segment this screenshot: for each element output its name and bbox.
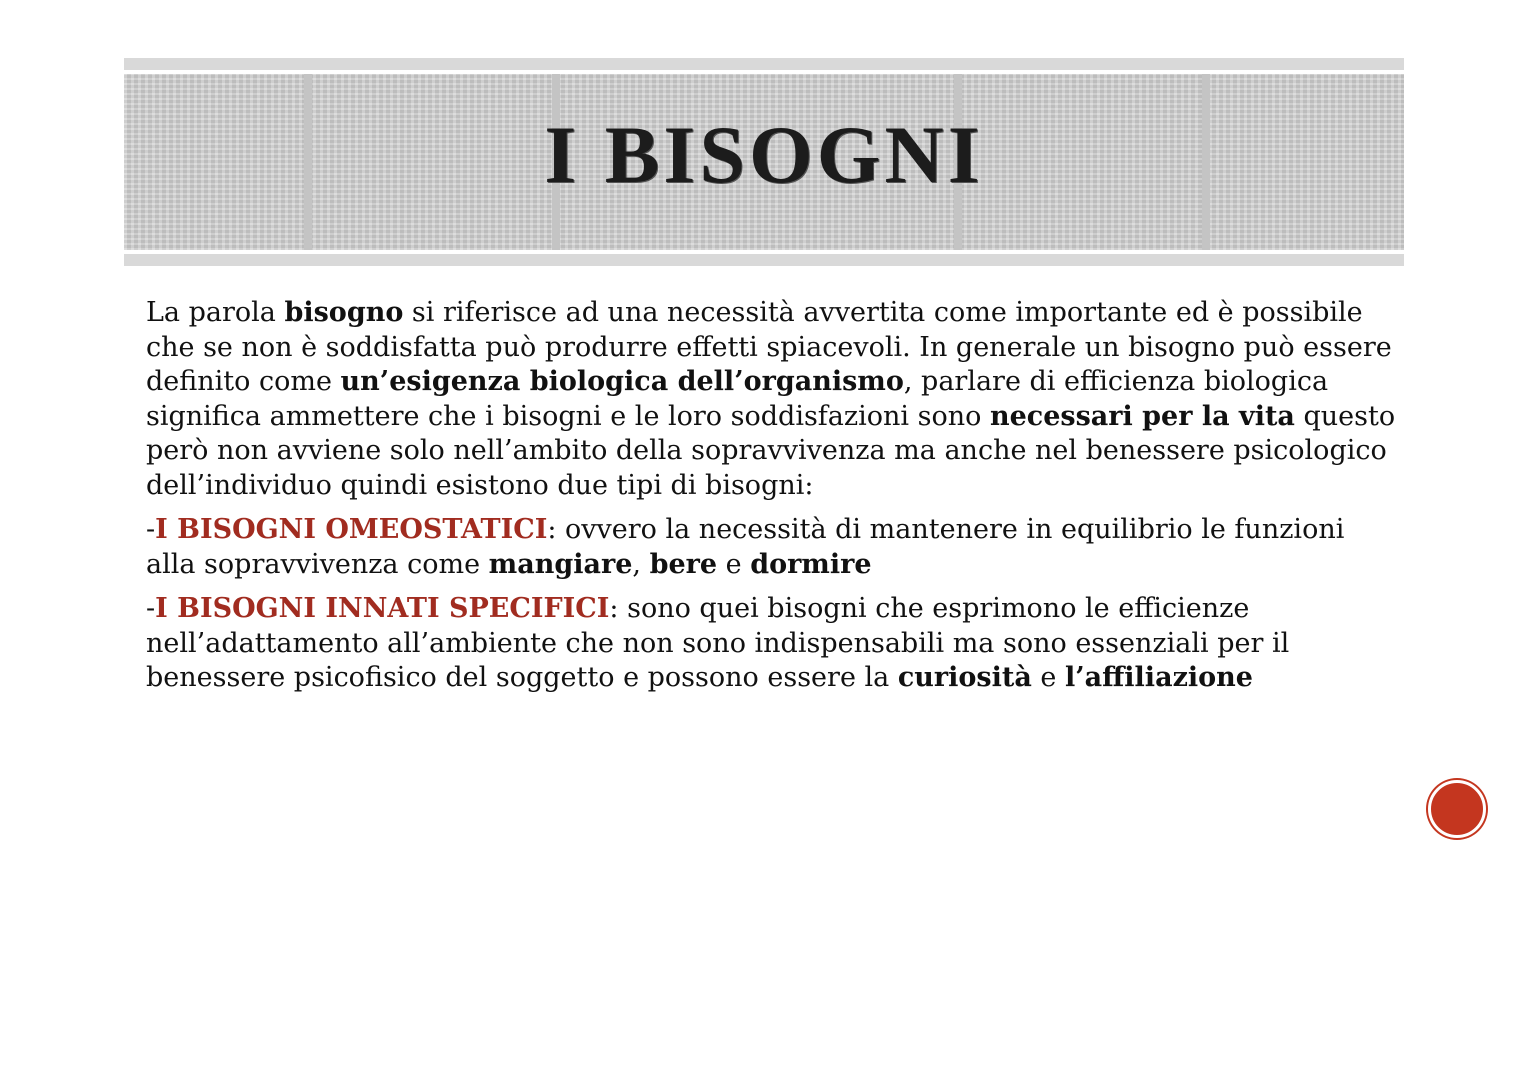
bold-term: bere — [649, 548, 718, 580]
text: questo però non avviene solo nell’ambito della sopravvivenza ma anche nel benessere psicologico dell’individuo quindi esistono due tipi di bisogni: — [146, 400, 1396, 501]
text: , parlare di efficienza biologica significa ammettere che i bisogni e le loro soddisfazioni sono — [146, 366, 1329, 432]
dash: - — [146, 593, 156, 624]
bold-term: dormire — [750, 548, 872, 580]
omeostatici-paragraph — [146, 513, 1396, 582]
dash: - — [146, 514, 156, 545]
text: e — [717, 548, 751, 580]
text: e — [1031, 662, 1065, 693]
bold-term: un’esigenza biologica dell’organismo — [340, 366, 904, 397]
banner-top-strip — [124, 58, 1404, 70]
bold-term: l’affiliazione — [1064, 662, 1253, 693]
decorative-circle — [1428, 780, 1486, 838]
text: La parola — [146, 297, 285, 328]
text: si riferisce ad una necessità avvertita come importante ed è possibile che se non è soddisfatta può produrre effetti spiacevoli. In generale un bisogno può essere definito come — [146, 297, 1392, 397]
banner-bottom-strip — [124, 254, 1404, 266]
section-heading: I BISOGNI OMEOSTATICI — [155, 514, 548, 545]
text: , — [632, 548, 650, 580]
intro-paragraph — [146, 296, 1396, 503]
bold-term: bisogno — [284, 297, 404, 328]
slide-body — [146, 296, 1396, 706]
text: : ovvero la necessità di mantenere in equilibrio le funzioni alla sopravvivenza come — [146, 514, 1345, 580]
bold-term: mangiare — [488, 548, 633, 580]
bold-term: necessari per la vita — [989, 400, 1295, 432]
section-heading: I BISOGNI INNATI SPECIFICI — [155, 593, 610, 624]
innati-paragraph — [146, 592, 1396, 696]
slide-title: I BISOGNI — [544, 109, 984, 200]
title-banner — [124, 74, 1404, 250]
text: : sono quei bisogni che esprimono le efficienze nell’adattamento all’ambiente che non sono indispensabili ma sono essenziali per il benessere psicofisico del soggetto e possono essere la — [146, 593, 1290, 693]
bold-term: curiosità — [897, 662, 1032, 693]
